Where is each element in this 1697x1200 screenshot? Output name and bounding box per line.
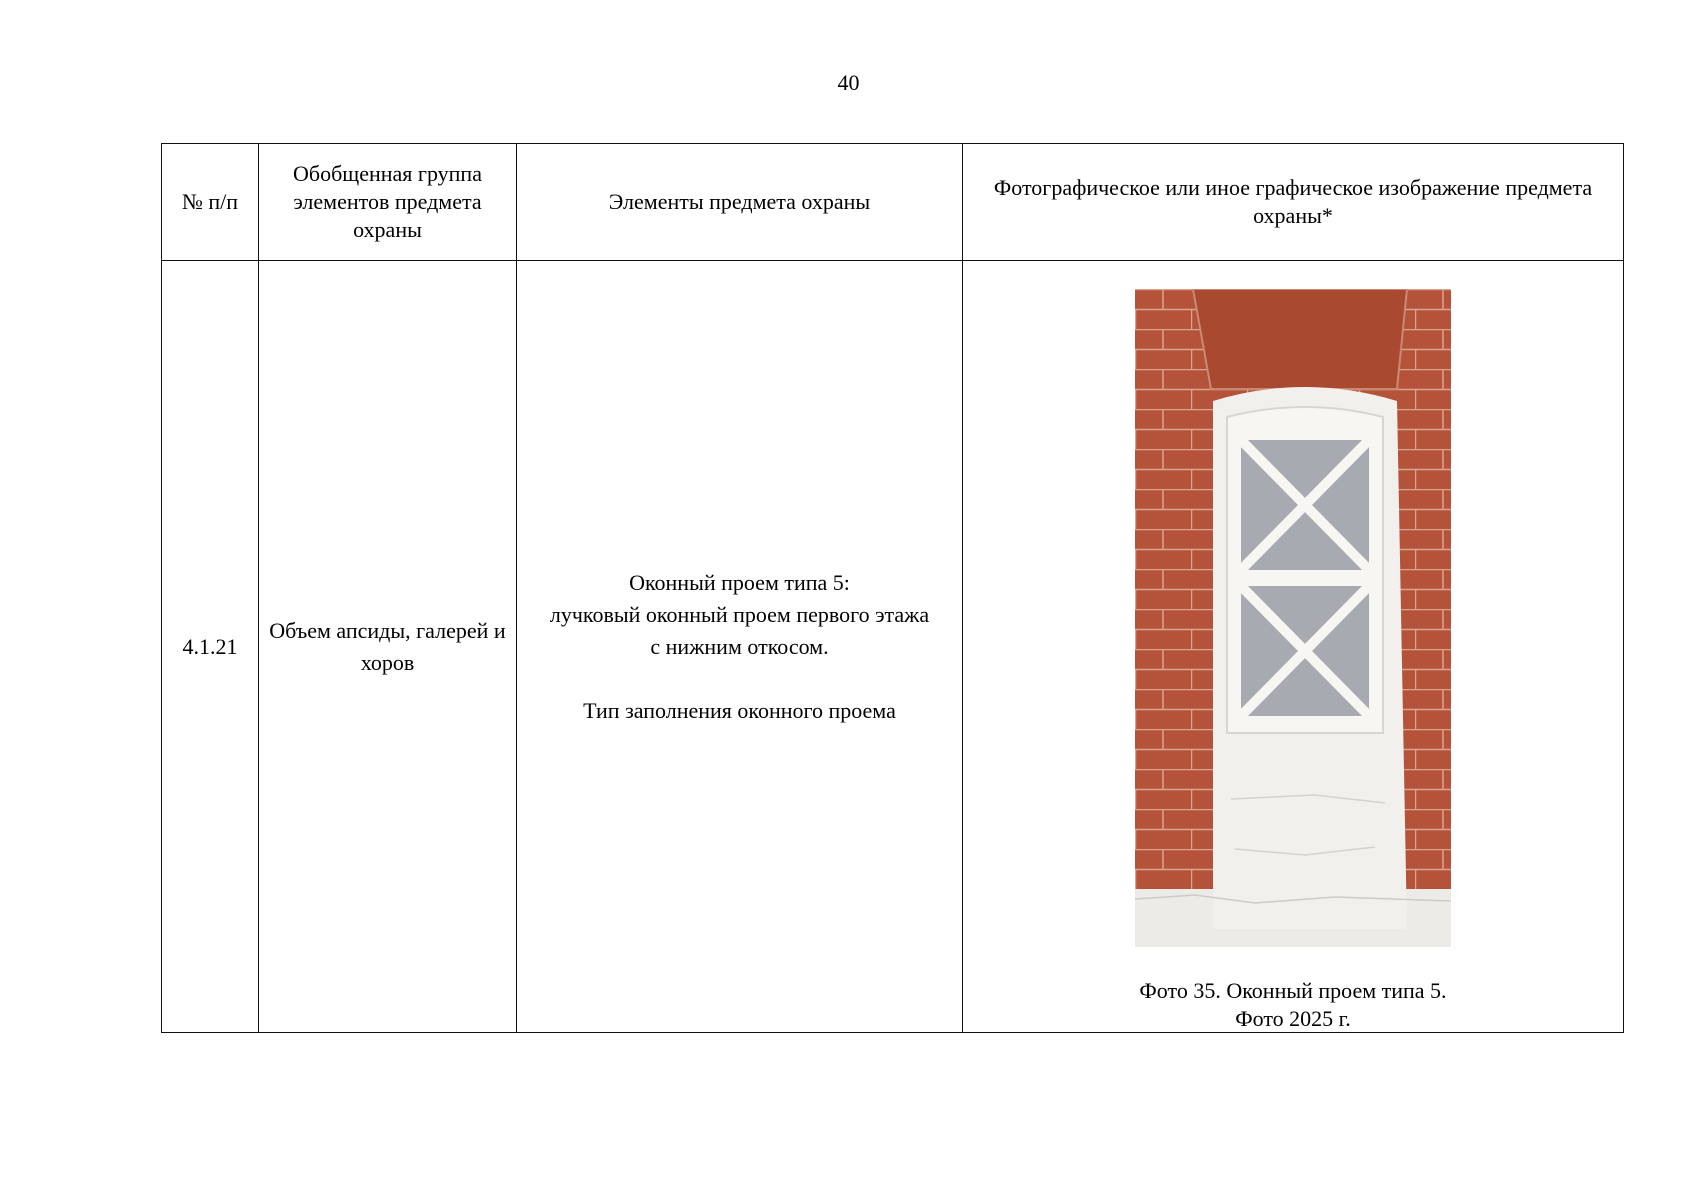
window-photo bbox=[1135, 289, 1451, 947]
header-group: Обобщенная группа элементов предмета охраны bbox=[259, 144, 517, 261]
caption-line-2: Фото 2025 г. bbox=[1235, 1006, 1351, 1031]
row-group: Объем апсиды, галерей и хоров bbox=[259, 261, 517, 1033]
table-row bbox=[162, 261, 1624, 1033]
elements-line-4: Тип заполнения оконного проема bbox=[583, 697, 896, 723]
header-elements: Элементы предмета охраны bbox=[517, 144, 963, 261]
elements-line-3: с нижним откосом. bbox=[650, 633, 829, 659]
header-number: № п/п bbox=[162, 144, 259, 261]
row-photo bbox=[963, 261, 1624, 1033]
protection-table bbox=[161, 143, 1624, 1033]
page-number: 40 bbox=[837, 70, 860, 95]
header-photo: Фотографическое или иное графическое изображение предмета охраны* bbox=[963, 144, 1624, 261]
photo-caption bbox=[963, 977, 1623, 1033]
caption-line-1: Фото 35. Оконный проем типа 5. bbox=[1139, 978, 1447, 1003]
elements-line-1: Оконный проем типа 5: bbox=[629, 569, 850, 595]
row-number: 4.1.21 bbox=[162, 261, 259, 1033]
elements-line-2: лучковый оконный проем первого этажа bbox=[549, 601, 930, 627]
table-header-row bbox=[162, 144, 1624, 261]
row-elements bbox=[517, 261, 963, 1033]
